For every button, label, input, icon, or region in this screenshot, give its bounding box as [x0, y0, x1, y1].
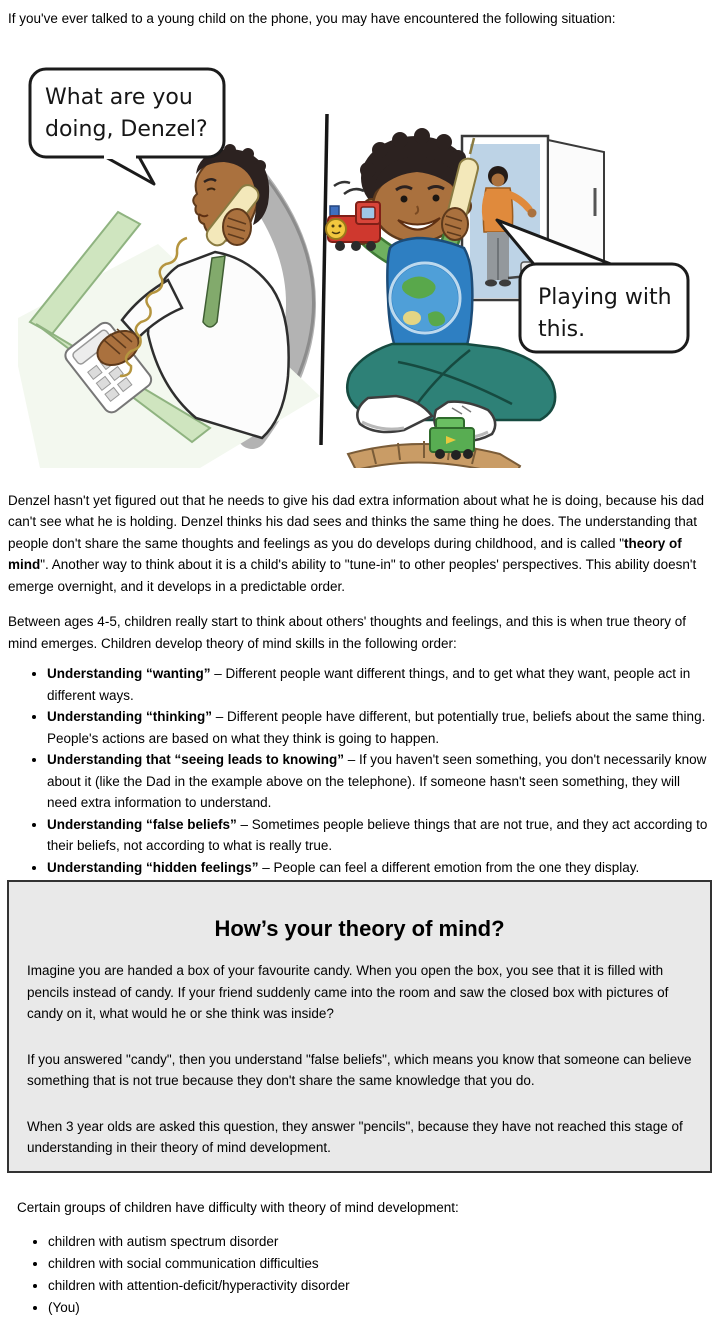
- box-paragraph-3: When 3 year olds are asked this question, they answer "pencils", because they have not reached this stage of understanding in their theory of mind development.: [27, 1118, 683, 1155]
- box-paragraph-2: If you answered "candy", then you understand "false beliefs", which means you know that someone can believe something that is not true because they don't share the same knowledge that you do.: [27, 1051, 692, 1088]
- list-item: • Understanding “false beliefs” – Sometimes people believe things that are not true, and they act according to their beliefs, not according to what is really true.: [47, 814, 710, 857]
- list-item: • Understanding “hidden feelings” – People can feel a different emotion from the one they display.: [47, 857, 710, 879]
- groups-intro-paragraph: Certain groups of children have difficulty with theory of mind development:: [17, 1199, 459, 1215]
- dad-bubble-line2: doing, Denzel?: [45, 116, 208, 142]
- list-item: • children with autism spectrum disorder: [48, 1231, 720, 1253]
- ages-paragraph: Between ages 4-5, children really start to think about others' thoughts and feelings, and this is when true theory of mind emerges. Children develop theory of mind skills in the following order:: [8, 614, 686, 651]
- list-item: • Understanding “wanting” – Different people want different things, and to get what they want, people act in different ways.: [47, 663, 710, 706]
- cartoon-illustration: [0, 66, 720, 468]
- list-item: • Understanding “thinking” – Different people have different, but potentially true, beliefs about the same thing. People's actions are based on what they think is going to happen.: [47, 706, 710, 749]
- denzel-paragraph: [8, 490, 710, 598]
- theory-of-mind-bold: theory of mind: [8, 535, 682, 572]
- denzel-text-1: Denzel hasn't yet figured out that he needs to give his dad extra information about what he is doing, because his dad can't see what he is holding. Denzel thinks his dad sees and thinks the same thing he does. The understanding that people don't share the same thoughts and feelings as you do develops during childhood, and is called ": [8, 492, 705, 551]
- box-heading: How’s your theory of mind?: [214, 916, 505, 941]
- groups-list: [17, 1231, 720, 1319]
- list-item: • children with social communication difficulties: [48, 1253, 720, 1275]
- boy-panel: [326, 128, 688, 468]
- list-item: • Understanding that “seeing leads to knowing” – If you haven't seen something, you don't necessarily know about it (like the Dad in the example above on the telephone). If someone hasn't seen something, they will need extra information to understand.: [47, 749, 710, 814]
- boy-bubble-line1: Playing with: [538, 284, 672, 310]
- list-item: • (You): [48, 1297, 720, 1319]
- intro-paragraph: If you've ever talked to a young child on the phone, you may have encountered the following situation:: [8, 11, 616, 26]
- dad-panel: [18, 69, 320, 468]
- dad-speech-bubble: [30, 69, 224, 184]
- dad-bubble-line1: What are you: [45, 84, 193, 110]
- box-paragraph-1: Imagine you are handed a box of your favourite candy. When you open the box, you see that it is filled with pencils instead of candy. If your friend suddenly came into the room and saw the closed box with pictures of candy on it, what would he or she think was inside?: [27, 963, 669, 1021]
- panel-divider: [321, 114, 327, 445]
- denzel-text-2: ". Another way to think about it is a child's ability to "tune-in" to other peoples' perspectives. This ability doesn't emerge overnight, and it develops in a predictable order.: [8, 557, 697, 594]
- cartoon-svg: [0, 66, 720, 468]
- boy-bubble-line2: this.: [538, 316, 586, 342]
- skills-list: [8, 663, 710, 878]
- theory-test-box: [7, 880, 712, 1173]
- list-item: • children with attention-deficit/hyperactivity disorder: [48, 1275, 720, 1297]
